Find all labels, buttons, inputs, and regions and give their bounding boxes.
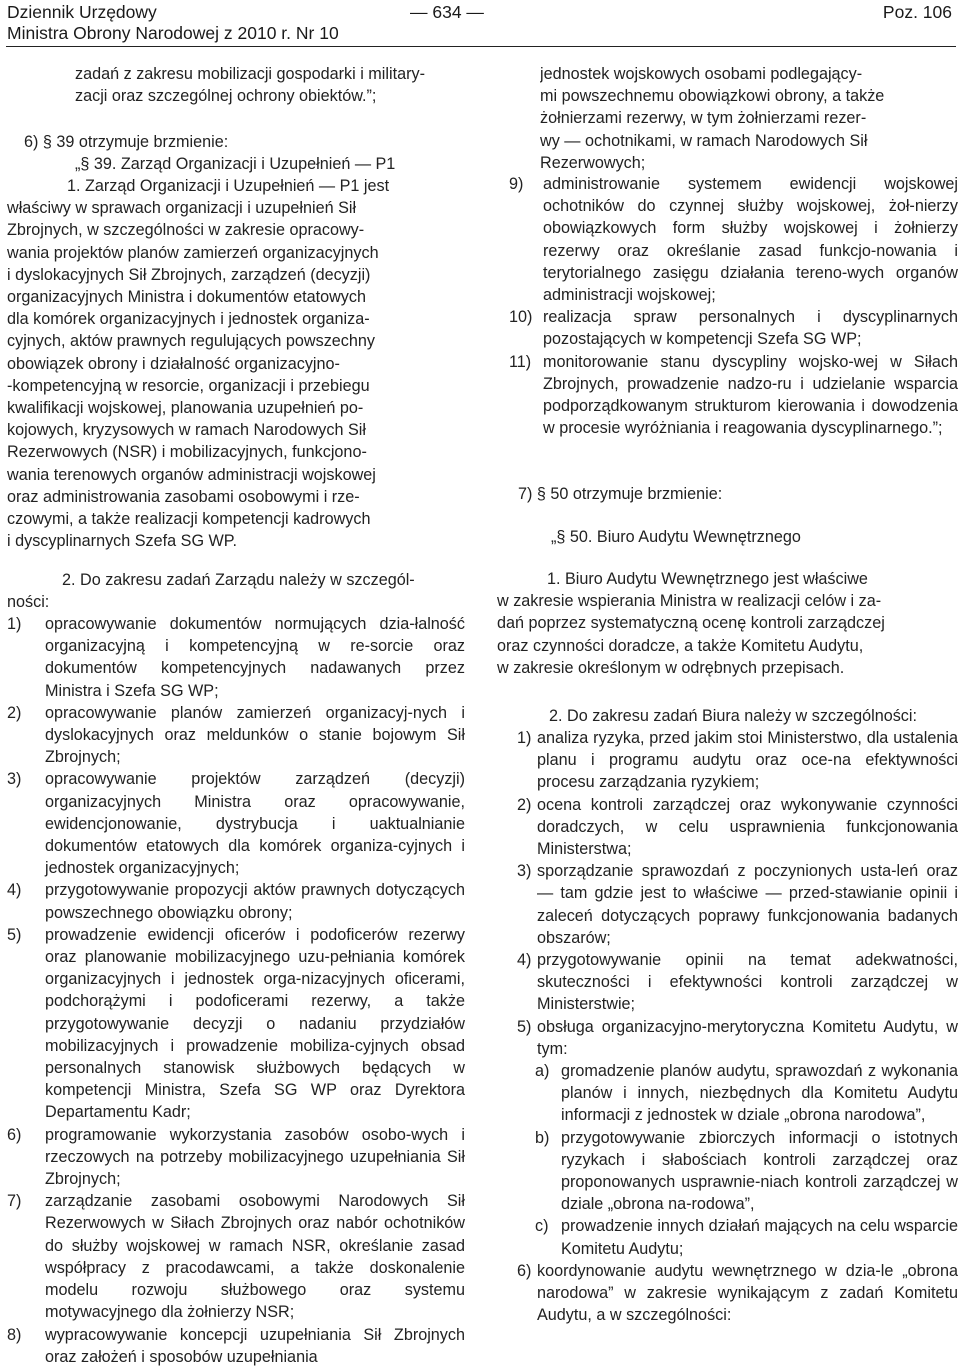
sub-list-item-letter: c) xyxy=(535,1217,549,1236)
list-item-text: opracowywanie dokumentów normujących dzia-łalność organizacyjną i kompetencyjną w re-sorcie oraz dokumentów kompetencyjnych nadawanych przez Ministra i Szefa SG WP; xyxy=(45,615,465,700)
text-line: Zbrojnych, w szczególności w zakresie opracowy- xyxy=(7,221,365,240)
text-line: 2. Do zakresu zadań Zarządu należy w szczegól- xyxy=(62,571,415,589)
list-item-text: zarządzanie zasobami osobowymi Narodowych Sił Rezerwowych w Siłach Zbrojnych oraz nabór ochotników do służby wojskowej w ramach NSR, określanie zasad współpracy z pracodawcami, a także doskonalenie modelu rozwoju służbowego oraz systemu motywacyjnego dla żołnierzy NSR; xyxy=(45,1192,465,1322)
text-line: i dyscyplinarnych Szefa SG WP. xyxy=(7,532,238,551)
list-item xyxy=(497,1016,958,1260)
left-task-list xyxy=(7,613,465,1368)
section-50-title: „§ 50. Biuro Audytu Wewnętrznego xyxy=(551,528,801,546)
text-line: w zakresie wspierania Ministra w realizacji celów i za- xyxy=(497,592,882,611)
list-item xyxy=(497,860,958,949)
list-item-text: realizacja spraw personalnych i dyscyplinarnych pozostających w kompetencji Szefa SG WP; xyxy=(543,308,958,349)
sub-list-item-text: prowadzenie innych działań mających na celu wsparcie Komitetu Audytu; xyxy=(561,1217,958,1258)
position-number: Poz. 106 xyxy=(882,2,952,22)
text-line: obowiązek obrony i działalność organizacyjno- xyxy=(7,354,340,373)
text-line: oraz administrowania zasobami osobowymi i rze- xyxy=(7,487,360,506)
list-item-number: 1) xyxy=(7,615,22,633)
text-line: dań poprzez systematyczną ocenę kontroli zarządczej xyxy=(497,614,885,633)
list-item-text: ocena kontroli zarządczej oraz wykonywanie czynności doradczych, w celu usprawnienia funkcjonowania Ministerstwa; xyxy=(537,795,958,859)
section-39-title: „§ 39. Zarząd Organizacji i Uzupełnień — P1 xyxy=(75,155,396,173)
list-item xyxy=(7,1124,465,1191)
text-line: kwalifikacji wojskowej, planowania uzupełnień po- xyxy=(7,399,364,418)
list-item-number: 6) xyxy=(7,1125,22,1144)
list-item xyxy=(497,1260,958,1327)
text-line: organizacyjnych Ministra i dokumentów etatowych xyxy=(7,288,366,307)
list-item xyxy=(497,351,958,440)
list-item xyxy=(497,949,958,1016)
list-item xyxy=(7,1324,465,1368)
list-item xyxy=(7,702,465,769)
text-line: właściwy w sprawach organizacji i uzupełnień Sił xyxy=(7,199,357,218)
sub-list-item-text: przygotowywanie zbiorczych informacji o istotnych ryzykach i słabościach kontroli zarządczej oraz proponowanych usprawnie-niach kontroli zarządczej w dziale „obrona na-rodowa”, xyxy=(561,1128,958,1214)
sub-list-item-text: gromadzenie planów audytu, sprawozdań z wykonania planów i innych, niezbędnych dla Komitetu Audytu informacji z jednostek w dziale „obrona narodowa”, xyxy=(561,1062,958,1125)
text-line: Rezerwowych; xyxy=(540,153,646,172)
text-line: zadań z zakresu mobilizacji gospodarki i military- xyxy=(75,65,425,83)
list-item xyxy=(7,613,465,702)
list-item-number: 4) xyxy=(517,951,532,970)
list-item-number: 6) xyxy=(517,1261,532,1280)
list-item xyxy=(497,727,958,794)
sub-list-item-letter: a) xyxy=(535,1062,550,1081)
list-item-number: 5) xyxy=(7,925,22,944)
list-item-text: prowadzenie ewidencji oficerów i podoficerów rezerwy oraz planowanie mobilizacyjnego uzu-pełniania komórek organizacyjnych i jednostek orga-nizacyjnych oficerami, podchorążymi i podoficerami rezerwy, a także przygotowywanie decyzji o nadaniu przydziałów mobilizacyjnych i prowadzenie mobiliza-cyjnych obsad personalnych stanowisk służbowych będących w kompetencji Ministra, Szefa SG WP oraz Dyrektora Departamentu Kadr; xyxy=(45,925,465,1122)
text-line: w zakresie określonym w odrębnych przepisach. xyxy=(497,658,845,677)
text-line: mi powszechnemu obowiązkowi obrony, a także xyxy=(540,87,885,106)
list-item-number: 3) xyxy=(517,862,532,881)
list-item-number: 8) xyxy=(7,1325,22,1344)
text-line: wania projektów planów zamierzeń organizacyjnych xyxy=(7,243,379,262)
list-item-text: administrowanie systemem ewidencji wojskowej ochotników do czynnej służby wojskowej, żoł-nierzy obowiązkowych form służby wojskowej i żołnierzy rezerwy oraz określanie zasad funkcjo-nowania i terytorialnego zasięgu działania tereno-wych organów administracji wojskowej; xyxy=(543,175,958,305)
text-line: ności: xyxy=(7,593,50,612)
text-line: zacji oraz szczególnej ochrony obiektów.”; xyxy=(75,87,377,106)
sub-list-item xyxy=(535,1127,958,1216)
right-task-list-top xyxy=(497,173,958,439)
list-item-text: koordynowanie audytu wewnętrznego w dzia-le „obrona narodowa” w zakresie wynikającym z zadań Komitetu Audytu, a w szczególności: xyxy=(537,1261,958,1325)
text-line: wania terenowych organów administracji wojskowej xyxy=(7,465,376,484)
text-line: jednostek wojskowych osobami podlegający- xyxy=(540,65,863,83)
list-item-text: opracowywanie projektów zarządzeń (decyzji) organizacyjnych Ministra oraz opracowywanie, ewidencjonowanie, dystrybucja i uaktualnianie dokumentów etatowych dla komórek organiza-cyjnych i jednostek organizacyjnych; xyxy=(45,770,465,878)
list-item-text: obsługa organizacyjno-merytoryczna Komitetu Audytu, w tym: xyxy=(537,1017,958,1058)
list-item-number: 1) xyxy=(517,729,532,747)
list-item-text: przygotowywanie opinii na temat adekwatności, skuteczności i efektywności kontroli zarządczej w Ministerstwie; xyxy=(537,951,958,1014)
list-item-number: 9) xyxy=(509,175,524,193)
page-number: — 634 — xyxy=(410,2,484,22)
text-line: i dyslokacyjnych Sił Zbrojnych, zarządzeń (decyzji) xyxy=(7,265,371,284)
list-item-text: opracowywanie planów zamierzeń organizacyj-nych i dyslokacyjnych oraz meldunków o stanie bojowym Sił Zbrojnych; xyxy=(45,703,465,767)
list-item xyxy=(7,768,465,879)
list-item-text: wypracowywanie koncepcji uzupełniania Sił Zbrojnych oraz założeń i sposobów uzupełniania xyxy=(45,1325,465,1366)
text-line: dla komórek organizacyjnych i jednostek organiza- xyxy=(7,310,370,329)
sub-list-item xyxy=(535,1060,958,1127)
list-item-text: przygotowywanie propozycji aktów prawnych dotyczących powszechnego obowiązku obrony; xyxy=(45,881,465,922)
sub-list-item-letter: b) xyxy=(535,1128,550,1147)
ministry-subtitle: Ministra Obrony Narodowej z 2010 r. Nr 10 xyxy=(7,23,339,43)
left-intro xyxy=(75,63,465,107)
list-item xyxy=(7,879,465,923)
text-line: czowymi, a także realizacji kompetencji kadrowych xyxy=(7,510,371,529)
text-line: Rezerwowych (NSR) i mobilizacyjnych, funkcjono- xyxy=(7,443,367,462)
list-item xyxy=(497,306,958,350)
section-39-paragraph-1 xyxy=(7,175,465,552)
text-line: oraz czynności doradcze, a także Komitetu Audytu, xyxy=(497,636,864,655)
right-continuation xyxy=(540,63,958,174)
journal-title: Dziennik Urzędowy xyxy=(7,2,157,22)
section-50-paragraph-1 xyxy=(497,568,958,679)
list-item-number: 7) xyxy=(7,1192,22,1211)
section-39-paragraph-2 xyxy=(7,569,465,613)
list-item-number: 5) xyxy=(517,1017,532,1036)
list-item-number: 2) xyxy=(517,795,532,814)
list-item-number: 4) xyxy=(7,881,22,900)
list-item xyxy=(497,173,958,306)
list-item-number: 3) xyxy=(7,770,22,789)
list-item-text: monitorowanie stanu dyscypliny wojsko-wej w Siłach Zbrojnych, prowadzenie nadzo-ru i udzielanie wsparcia podporządkowanym strukturom kierowania i dowodzenia w procesie wyróżniania i reagowania dyscyplinarnego.”; xyxy=(543,352,958,438)
section-50-paragraph-2: 2. Do zakresu zadań Biura należy w szczególności: xyxy=(549,707,917,725)
list-item-number: 11) xyxy=(509,352,532,371)
text-line: kojowych, kryzysowych w ramach Narodowych Sił xyxy=(7,421,366,440)
list-item xyxy=(7,1190,465,1323)
list-item-number: 2) xyxy=(7,703,22,722)
list-item xyxy=(7,924,465,1124)
text-line: 1. Zarząd Organizacji i Uzupełnień — P1 jest xyxy=(67,177,390,195)
list-item-text: programowanie wykorzystania zasobów osobo-wych i rzeczowych na potrzeby mobilizacyjnego uzupełniania Sił Zbrojnych; xyxy=(45,1125,465,1189)
sub-list-item xyxy=(535,1215,958,1259)
text-line: 1. Biuro Audytu Wewnętrznego jest właściwe xyxy=(547,570,868,588)
list-item-text: analiza ryzyka, przed jakim stoi Ministerstwo, dla ustalenia planu i programu audytu oraz oce-na efektywności procesu zarządzania ryzykiem; xyxy=(537,729,958,792)
list-item-number: 10) xyxy=(509,308,533,327)
list-item-text: sporządzanie sprawozdań z poczynionych usta-leń oraz — tam gdzie jest to właściwe — przed-stawianie opinii i zaleceń dotyczących poprawy funkcjonowania badanych obszarów; xyxy=(537,862,958,947)
amendment-item-7: 7) § 50 otrzymuje brzmienie: xyxy=(518,485,723,503)
text-line: cyjnych, aktów prawnych regulujących powszechny xyxy=(7,332,375,351)
amendment-item-6: 6) § 39 otrzymuje brzmienie: xyxy=(24,133,229,151)
right-task-list xyxy=(497,727,958,1326)
text-line: -kompetencyjną w resorcie, organizacji i przebiegu xyxy=(7,376,370,395)
header-rule xyxy=(6,46,956,47)
sub-list xyxy=(535,1060,958,1260)
list-item xyxy=(497,794,958,861)
text-line: żołnierzami rezerwy, w tym żołnierzami rezer- xyxy=(540,109,867,128)
text-line: wy — ochotnikami, w ramach Narodowych Sił xyxy=(540,131,868,150)
